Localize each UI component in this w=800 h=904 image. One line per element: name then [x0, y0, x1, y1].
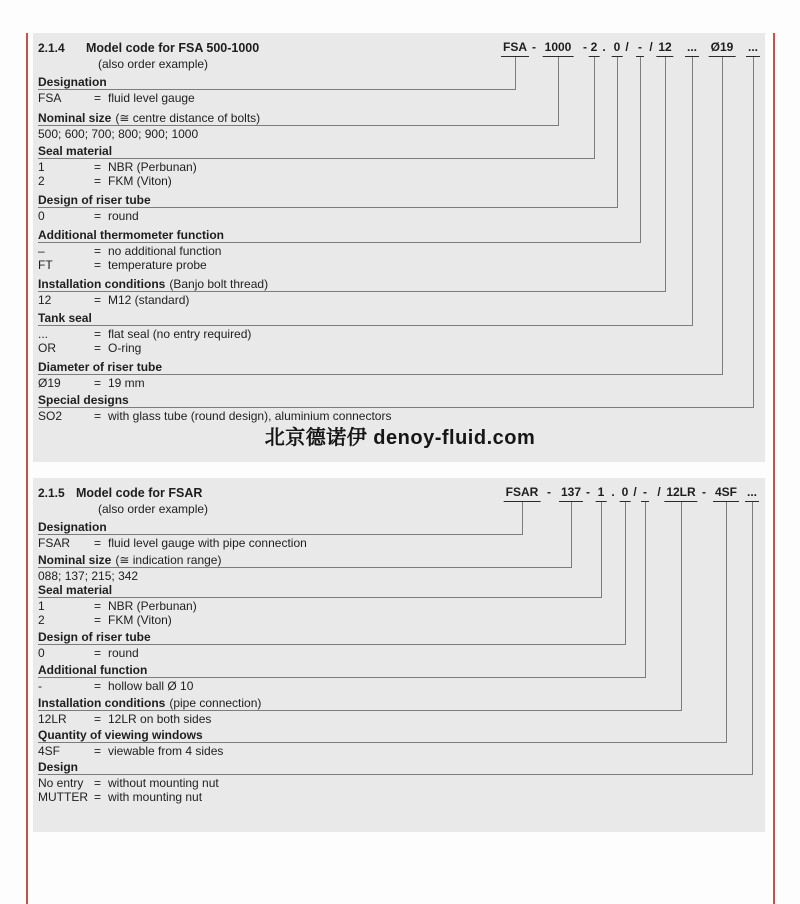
category-rule — [38, 374, 723, 375]
category-heading — [38, 584, 112, 597]
category-heading-label: Additional thermometer function — [38, 228, 224, 242]
code-separator: / — [649, 40, 653, 54]
category-rule — [38, 710, 682, 711]
option-description: no additional function — [108, 244, 222, 258]
category-heading-note: (≅ centre distance of bolts) — [115, 111, 261, 125]
code-drop-line — [558, 57, 559, 125]
category-rule — [38, 207, 618, 208]
code-segment: 1 — [596, 486, 607, 502]
option-code: FT — [38, 258, 53, 272]
category-heading-label: Installation conditions — [38, 277, 166, 291]
option-values: 500; 600; 700; 800; 900; 1000 — [38, 127, 199, 141]
category-rule — [38, 677, 646, 678]
option-row — [0, 791, 800, 805]
option-row — [0, 245, 800, 259]
category-rule — [38, 534, 523, 535]
code-drop-line — [752, 502, 753, 774]
category-rule — [38, 158, 595, 159]
category-heading — [38, 761, 78, 774]
option-code: FSAR — [38, 536, 71, 550]
code-drop-line — [571, 502, 572, 567]
code-drop-line — [625, 502, 626, 644]
equals-sign: = — [94, 376, 102, 390]
category-heading-label: Special designs — [38, 393, 129, 407]
category-rule — [38, 125, 559, 126]
option-row — [0, 713, 800, 727]
equals-sign: = — [94, 790, 102, 804]
code-drop-line — [594, 57, 595, 158]
category-heading-label: Designation — [38, 520, 107, 534]
code-separator: - — [702, 485, 706, 499]
category-heading-label: Design of riser tube — [38, 193, 151, 207]
option-description: with glass tube (round design), aluminium connectors — [108, 409, 392, 423]
category-heading — [38, 697, 261, 710]
option-code: 2 — [38, 613, 45, 627]
code-separator: / — [625, 40, 629, 54]
option-description: 19 mm — [108, 376, 145, 390]
option-code: 1 — [38, 160, 45, 174]
code-segment: 2 — [589, 41, 600, 57]
section-title: Model code for FSAR — [76, 486, 203, 500]
code-separator: . — [611, 485, 615, 499]
category-heading-label: Installation conditions — [38, 696, 166, 710]
section-number: 2.1.4 — [38, 41, 65, 55]
category-rule — [38, 774, 753, 775]
code-separator: - — [532, 40, 536, 54]
equals-sign: = — [94, 174, 102, 188]
option-description: viewable from 4 sides — [108, 744, 224, 758]
category-heading-note: (Banjo bolt thread) — [169, 277, 269, 291]
code-drop-line — [753, 57, 754, 407]
code-drop-line — [522, 502, 523, 534]
code-segment: 137 — [559, 486, 583, 502]
code-drop-line — [722, 57, 723, 374]
option-description: FKM (Viton) — [108, 613, 172, 627]
code-drop-line — [640, 57, 641, 242]
code-separator: - — [547, 485, 551, 499]
category-heading-label: Seal material — [38, 144, 113, 158]
equals-sign: = — [94, 712, 102, 726]
category-heading-note: (≅ indication range) — [115, 553, 222, 567]
code-separator: - — [583, 40, 587, 54]
code-drop-line — [726, 502, 727, 742]
option-description: M12 (standard) — [108, 293, 190, 307]
category-heading — [38, 278, 268, 291]
option-row — [0, 128, 800, 142]
category-heading-label: Diameter of riser tube — [38, 360, 163, 374]
option-row — [0, 745, 800, 759]
equals-sign: = — [94, 327, 102, 341]
code-segment: 12 — [656, 41, 673, 57]
option-description: without mounting nut — [108, 776, 219, 790]
category-heading — [38, 112, 260, 125]
option-code: MUTTER — [38, 790, 88, 804]
category-heading-label: Nominal size — [38, 553, 112, 567]
code-segment: - — [641, 486, 649, 502]
category-heading — [38, 554, 221, 567]
option-code: 0 — [38, 646, 45, 660]
code-drop-line — [601, 502, 602, 597]
category-heading — [38, 664, 147, 677]
equals-sign: = — [94, 744, 102, 758]
option-row — [0, 342, 800, 356]
option-row — [0, 377, 800, 391]
equals-sign: = — [94, 244, 102, 258]
code-segment: ... — [685, 41, 699, 57]
category-heading — [38, 361, 162, 374]
category-heading — [38, 194, 151, 207]
option-description: fluid level gauge — [108, 91, 195, 105]
code-separator: - — [586, 485, 590, 499]
equals-sign: = — [94, 258, 102, 272]
option-row — [0, 161, 800, 175]
code-segment: 0 — [612, 41, 623, 57]
option-row — [0, 175, 800, 189]
code-segment: 4SF — [713, 486, 739, 502]
option-row — [0, 537, 800, 551]
option-code: 0 — [38, 209, 45, 223]
option-row — [0, 600, 800, 614]
code-segment: 1000 — [543, 41, 574, 57]
category-heading-label: Tank seal — [38, 311, 92, 325]
option-code: ... — [38, 327, 49, 341]
code-drop-line — [645, 502, 646, 677]
category-heading — [38, 729, 203, 742]
equals-sign: = — [94, 613, 102, 627]
option-description: NBR (Perbunan) — [108, 599, 197, 613]
option-row — [0, 294, 800, 308]
code-separator: / — [657, 485, 661, 499]
category-heading — [38, 76, 107, 89]
category-heading-label: Design — [38, 760, 79, 774]
category-heading — [38, 145, 112, 158]
option-description: flat seal (no entry required) — [108, 327, 252, 341]
code-drop-line — [515, 57, 516, 89]
section-title: Model code for FSA 500-1000 — [86, 41, 260, 55]
category-rule — [38, 242, 641, 243]
option-description: O-ring — [108, 341, 142, 355]
option-code: 12 — [38, 293, 52, 307]
option-description: FKM (Viton) — [108, 174, 172, 188]
equals-sign: = — [94, 341, 102, 355]
equals-sign: = — [94, 536, 102, 550]
equals-sign: = — [94, 160, 102, 174]
category-heading-label: Quantity of viewing windows — [38, 728, 203, 742]
category-rule — [38, 89, 516, 90]
section-number: 2.1.5 — [38, 486, 65, 500]
category-rule — [38, 407, 754, 408]
category-heading-label: Additional function — [38, 663, 148, 677]
watermark: 北京德诺伊 denoy-fluid.com — [264, 427, 536, 449]
option-row — [0, 570, 800, 584]
option-code: No entry — [38, 776, 84, 790]
option-description: round — [108, 209, 139, 223]
category-rule — [38, 597, 602, 598]
category-heading — [38, 631, 151, 644]
option-code: SO2 — [38, 409, 63, 423]
code-drop-line — [665, 57, 666, 291]
equals-sign: = — [94, 599, 102, 613]
category-rule — [38, 291, 666, 292]
option-row — [0, 328, 800, 342]
category-heading — [38, 312, 92, 325]
option-description: fluid level gauge with pipe connection — [108, 536, 307, 550]
code-drop-line — [692, 57, 693, 325]
equals-sign: = — [94, 776, 102, 790]
option-code: 1 — [38, 599, 45, 613]
option-code: 2 — [38, 174, 45, 188]
option-code: - — [38, 679, 42, 693]
category-heading — [38, 229, 224, 242]
category-heading-label: Seal material — [38, 583, 113, 597]
option-description: with mounting nut — [108, 790, 203, 804]
category-rule — [38, 742, 727, 743]
section-subtitle: (also order example) — [98, 57, 209, 71]
option-row — [0, 680, 800, 694]
code-drop-line — [681, 502, 682, 710]
option-row — [0, 259, 800, 273]
option-row — [0, 614, 800, 628]
option-code: Ø19 — [38, 376, 61, 390]
option-row — [0, 777, 800, 791]
code-segment: - — [636, 41, 644, 57]
category-heading — [38, 394, 129, 407]
option-code: 12LR — [38, 712, 67, 726]
category-heading-label: Design of riser tube — [38, 630, 151, 644]
category-heading — [38, 521, 107, 534]
category-rule — [38, 567, 572, 568]
code-segment: 0 — [620, 486, 631, 502]
code-segment: FSA — [501, 41, 529, 57]
category-heading-note: (pipe connection) — [169, 696, 262, 710]
category-rule — [38, 325, 693, 326]
section-subtitle: (also order example) — [98, 502, 209, 516]
option-values: 088; 137; 215; 342 — [38, 569, 139, 583]
category-rule — [38, 644, 626, 645]
option-description: temperature probe — [108, 258, 207, 272]
option-row — [0, 210, 800, 224]
code-drop-line — [617, 57, 618, 207]
option-code: OR — [38, 341, 56, 355]
equals-sign: = — [94, 679, 102, 693]
code-segment: ... — [745, 486, 759, 502]
code-segment: ... — [746, 41, 760, 57]
code-separator: / — [633, 485, 637, 499]
option-code: – — [38, 244, 45, 258]
code-separator: . — [602, 40, 606, 54]
option-row — [0, 647, 800, 661]
equals-sign: = — [94, 209, 102, 223]
option-code: 4SF — [38, 744, 61, 758]
option-description: NBR (Perbunan) — [108, 160, 197, 174]
equals-sign: = — [94, 91, 102, 105]
option-code: FSA — [38, 91, 62, 105]
option-description: round — [108, 646, 139, 660]
option-description: 12LR on both sides — [108, 712, 212, 726]
category-heading-label: Nominal size — [38, 111, 112, 125]
code-segment: 12LR — [664, 486, 697, 502]
code-segment: FSAR — [504, 486, 541, 502]
option-row — [0, 92, 800, 106]
category-heading-label: Designation — [38, 75, 107, 89]
code-segment: Ø19 — [709, 41, 736, 57]
equals-sign: = — [94, 409, 102, 423]
equals-sign: = — [94, 293, 102, 307]
equals-sign: = — [94, 646, 102, 660]
option-description: hollow ball Ø 10 — [108, 679, 194, 693]
